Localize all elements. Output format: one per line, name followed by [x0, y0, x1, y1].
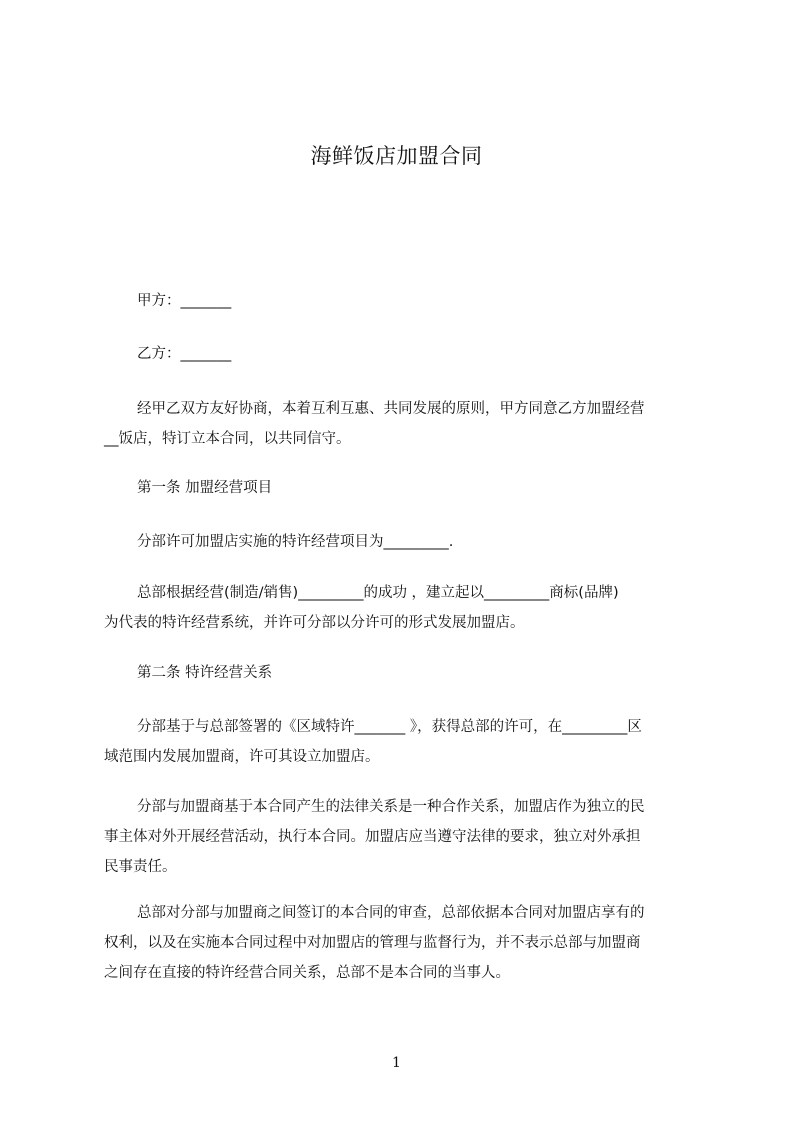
article-2-paragraph-3-line-1: 总部对分部与加盟商之间签订的本合同的审查，总部依据本合同对加盟店享有的	[137, 905, 645, 921]
article-1-paragraph-2	[104, 578, 700, 638]
article-2-paragraph-2-line-1: 分部与加盟商基于本合同产生的法律关系是一种合作关系，加盟店作为独立的民	[137, 799, 645, 815]
article-2-paragraph-2-line-2: 事主体对外开展经营活动，执行本合同。加盟店应当遵守法律的要求，独立对外承担	[104, 829, 641, 845]
party-b-line: 乙方：_______	[137, 346, 232, 362]
intro-paragraph	[104, 394, 700, 454]
article-1-paragraph-1: 分部许可加盟店实施的特许经营项目为_________.	[137, 534, 454, 550]
article-2-paragraph-1-line-2: 域范围内发展加盟商，许可其设立加盟店。	[104, 749, 380, 765]
article-2-paragraph-2-line-3: 民事责任。	[104, 859, 177, 875]
article-1-heading: 第一条 加盟经营项目	[137, 480, 273, 496]
article-2-paragraph-3	[104, 898, 700, 988]
article-2-paragraph-1-line-1: 分部基于与总部签署的《区域特许_______ 》，获得总部的许可，在_________区	[137, 719, 642, 735]
article-2-paragraph-1	[104, 712, 700, 772]
article-2-paragraph-3-line-3: 之间存在直接的特许经营合同关系，总部不是本合同的当事人。	[104, 965, 510, 981]
article-1-paragraph-2-line-2: 为代表的特许经营系统，并许可分部以分许可的形式发展加盟店。	[104, 615, 525, 631]
party-a-line: 甲方：_______	[137, 293, 232, 309]
document-title: 海鲜饭店加盟合同	[310, 144, 483, 168]
article-2-paragraph-3-line-2: 权利，以及在实施本合同过程中对加盟店的管理与监督行为，并不表示总部与加盟商	[104, 935, 641, 951]
article-1-paragraph-2-line-1: 总部根据经营(制造/销售)_________的成功 ，建立起以_________商标(品牌)	[137, 585, 619, 601]
intro-line-1: 经甲乙双方友好协商，本着互利互惠、共同发展的原则，甲方同意乙方加盟经营	[137, 401, 645, 417]
article-2-paragraph-2	[104, 792, 700, 882]
intro-line-2: __饭店，特订立本合同，以共同信守。	[104, 431, 351, 447]
page-number: 1	[392, 1055, 401, 1071]
article-2-heading: 第二条 特许经营关系	[137, 665, 273, 681]
